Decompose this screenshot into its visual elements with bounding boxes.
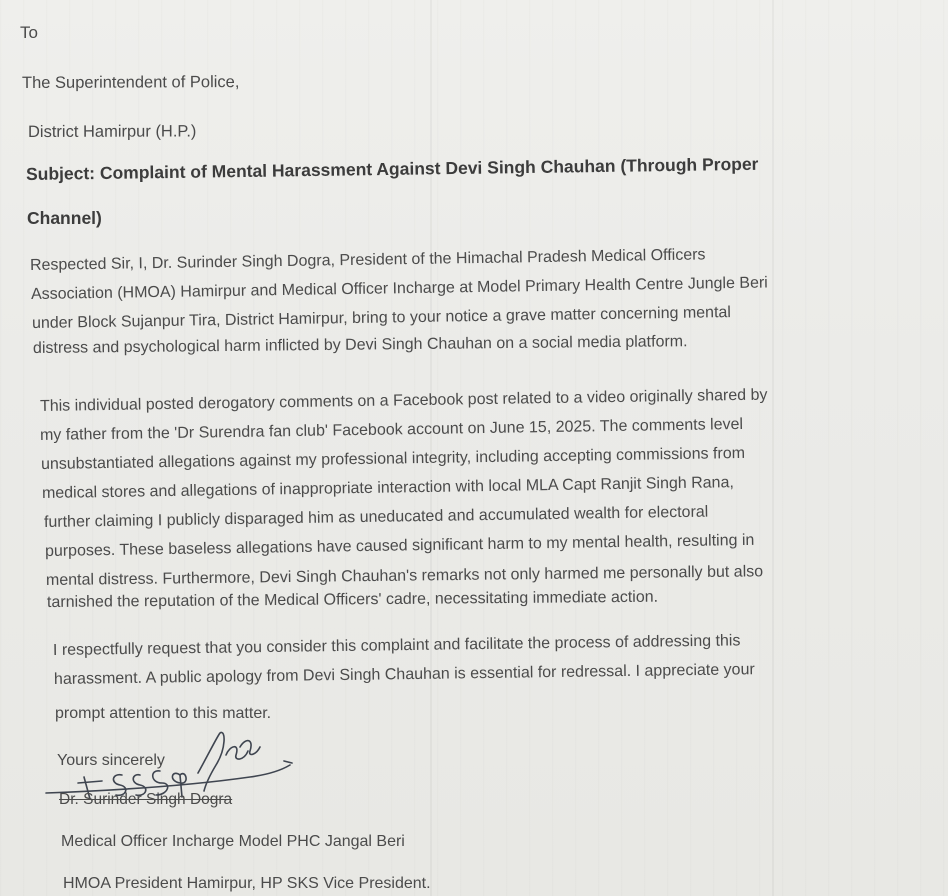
signatory-name: Dr. Surinder Singh Dogra: [59, 791, 233, 808]
paper-fold-line: [772, 0, 774, 896]
recipient-district: District Hamirpur (H.P.): [27, 122, 197, 141]
signatory-role-2: HMOA President Hamirpur, HP SKS Vice President.: [63, 875, 431, 892]
para1-line-1: Respected Sir, I, Dr. Surinder Singh Dogra, President of the Himachal Pradesh Medical Officers: [29, 246, 706, 274]
closing: Yours sincerely: [57, 752, 165, 769]
para1-line-2: Association (HMOA) Hamirpur and Medical Officer Incharge at Model Primary Health Centre Jungle Beri: [30, 274, 768, 303]
signatory-role-1: Medical Officer Incharge Model PHC Jangal Beri: [61, 833, 405, 850]
para3-line-3: prompt attention to this matter.: [55, 705, 272, 722]
para2-line-6: purposes. These baseless allegations have caused significant harm to my mental health, resulting in: [44, 531, 755, 560]
para2-line-7: mental distress. Furthermore, Devi Singh Chauhan's remarks not only harmed me personally but also: [45, 563, 764, 589]
salutation-to: To: [20, 23, 38, 42]
para1-line-4: distress and psychological harm inflicted by Devi Singh Chauhan on a social media platform.: [32, 333, 688, 357]
para2-line-4: medical stores and allegations of inappropriate interaction with local MLA Capt Ranjit Singh Rana,: [41, 474, 734, 502]
para2-line-2: my father from the 'Dr Surendra fan club' Facebook account on June 15, 2025. The comments level: [39, 415, 744, 444]
subject-line-2: Channel): [27, 208, 102, 228]
para2-line-5: further claiming I publicly disparaged him as uneducated and accumulated wealth for electoral: [43, 503, 709, 531]
recipient-title: The Superintendent of Police,: [21, 73, 240, 92]
para2-line-1: This individual posted derogatory comments on a Facebook post related to a video originally shared by: [39, 386, 768, 415]
subject-line-1: Subject: Complaint of Mental Harassment Against Devi Singh Chauhan (Through Proper: [25, 153, 759, 184]
para3-line-2: harassment. A public apology from Devi Singh Chauhan is essential for redressal. I appreciate your: [53, 661, 755, 688]
para2-line-3: unsubstantiated allegations against my professional integrity, including accepting commissions from: [40, 444, 746, 473]
para2-line-8: tarnished the reputation of the Medical Officers' cadre, necessitating immediate action.: [46, 588, 659, 611]
para1-line-3: under Block Sujanpur Tira, District Hamirpur, bring to your notice a grave matter concerning mental: [31, 304, 732, 332]
para3-line-1: I respectfully request that you consider this complaint and facilitate the process of addressing this: [52, 632, 741, 659]
